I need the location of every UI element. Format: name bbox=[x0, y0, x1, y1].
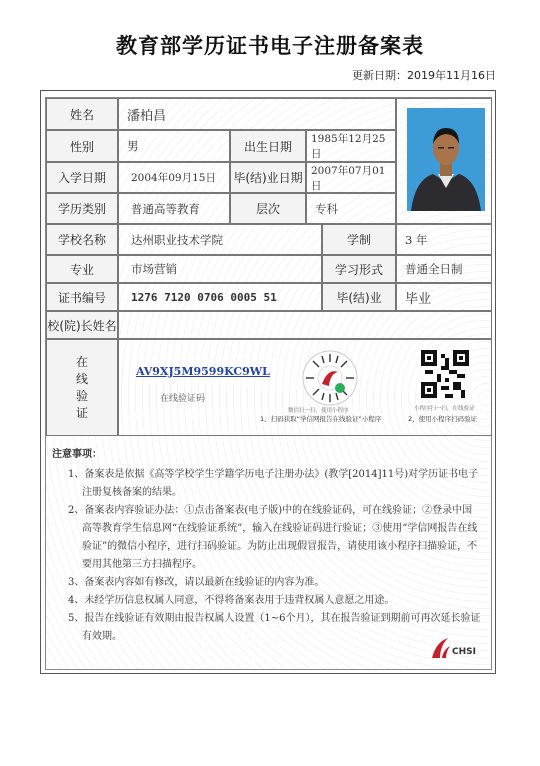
president-label: 校(院)长姓名 bbox=[46, 311, 118, 339]
name-label: 姓名 bbox=[46, 98, 118, 130]
wechat-miniprogram-code[interactable] bbox=[302, 350, 358, 406]
step1-caption: 1、扫码获取“学信网报告在线验证”小程序 bbox=[260, 415, 382, 423]
name-value: 潘柏昌 bbox=[118, 98, 396, 130]
duration-value: 3 年 bbox=[396, 224, 492, 255]
cert-label: 证书编号 bbox=[46, 283, 118, 311]
result-label: 毕(结)业 bbox=[322, 283, 396, 311]
form-value: 普通全日制 bbox=[396, 255, 492, 283]
verify-label-char-2: 线 bbox=[75, 371, 88, 386]
student-photo bbox=[407, 108, 485, 211]
mini-hint: 小程序扫一扫，在线验证 bbox=[414, 406, 475, 412]
form-label: 学习形式 bbox=[322, 255, 396, 283]
verify-label-char-4: 证 bbox=[75, 405, 88, 420]
grad-label: 毕(结)业日期 bbox=[230, 162, 306, 193]
school-value: 达州职业技术学院 bbox=[118, 224, 322, 255]
level-label: 层次 bbox=[230, 193, 306, 224]
update-date-value: 2019年11月16日 bbox=[407, 69, 496, 82]
duration-label: 学制 bbox=[322, 224, 396, 255]
school-label: 学校名称 bbox=[46, 224, 118, 255]
verify-label bbox=[46, 339, 118, 436]
note-item-1: 1、备案表是依据《高等学校学生学籍学历电子注册办法》(教学[2014]11号)对学历证书电子注册复核备案的结果。 bbox=[68, 469, 479, 498]
note-item-2: 2、备案表内容验证办法：①点击备案表(电子版)中的在线验证码，可在线验证；②登录中国高等教育学生信息网“在线验证系统”，输入在线验证码进行验证；③使用“学信网报告在线验证”的微信小程序，进行扫码验证。为防止出现假冒报告，请使用该小程序扫描验证，不要用其他第三方扫描程序。 bbox=[68, 505, 478, 570]
step2-caption: 2、使用小程序扫码验证 bbox=[408, 415, 478, 423]
birth-label: 出生日期 bbox=[230, 130, 306, 162]
gender-value: 男 bbox=[118, 130, 230, 162]
cert-value: 1276 7120 0706 0005 51 bbox=[118, 283, 322, 311]
wechat-hint: 微信扫一扫，使用小程序 bbox=[288, 408, 349, 414]
notes-section bbox=[52, 446, 482, 646]
chsi-logo-text: CHSI bbox=[452, 647, 476, 657]
verify-label-char-3: 验 bbox=[75, 388, 88, 403]
note-item-4: 4、未经学历信息权属人同意，不得将备案表用于违背权属人意愿之用途。 bbox=[68, 595, 395, 606]
major-label: 专业 bbox=[46, 255, 118, 283]
verify-label-char-1: 在 bbox=[75, 354, 88, 369]
major-value: 市场营销 bbox=[118, 255, 322, 283]
result-value: 毕业 bbox=[396, 283, 492, 311]
verify-code-caption: 在线验证码 bbox=[160, 394, 206, 404]
page-title: 教育部学历证书电子注册备案表 bbox=[116, 34, 424, 58]
gender-label: 性别 bbox=[46, 130, 118, 162]
verify-code-link[interactable]: AV9XJ5M9599KC9WL bbox=[136, 365, 270, 378]
note-item-3: 3、备案表内容如有修改，请以最新在线验证的内容为准。 bbox=[68, 577, 325, 588]
notes-heading: 注意事项： bbox=[52, 449, 102, 460]
grad-value: 2007年07月01日 bbox=[306, 162, 396, 193]
chsi-logo bbox=[430, 636, 480, 662]
note-item-5: 5、报告在线验证有效期由报告权属人设置（1~6个月），其在报告验证到期前可再次延长验证有效期。 bbox=[68, 613, 481, 642]
category-value: 普通高等教育 bbox=[118, 193, 230, 224]
update-date-label: 更新日期： bbox=[352, 69, 407, 82]
enroll-label: 入学日期 bbox=[46, 162, 118, 193]
birth-value: 1985年12月25日 bbox=[306, 130, 396, 162]
verify-qr-code[interactable] bbox=[421, 350, 469, 398]
enroll-value: 2004年09月15日 bbox=[118, 162, 230, 193]
update-date bbox=[352, 67, 496, 83]
level-value: 专科 bbox=[306, 193, 396, 224]
category-label: 学历类别 bbox=[46, 193, 118, 224]
president-value bbox=[118, 311, 492, 339]
